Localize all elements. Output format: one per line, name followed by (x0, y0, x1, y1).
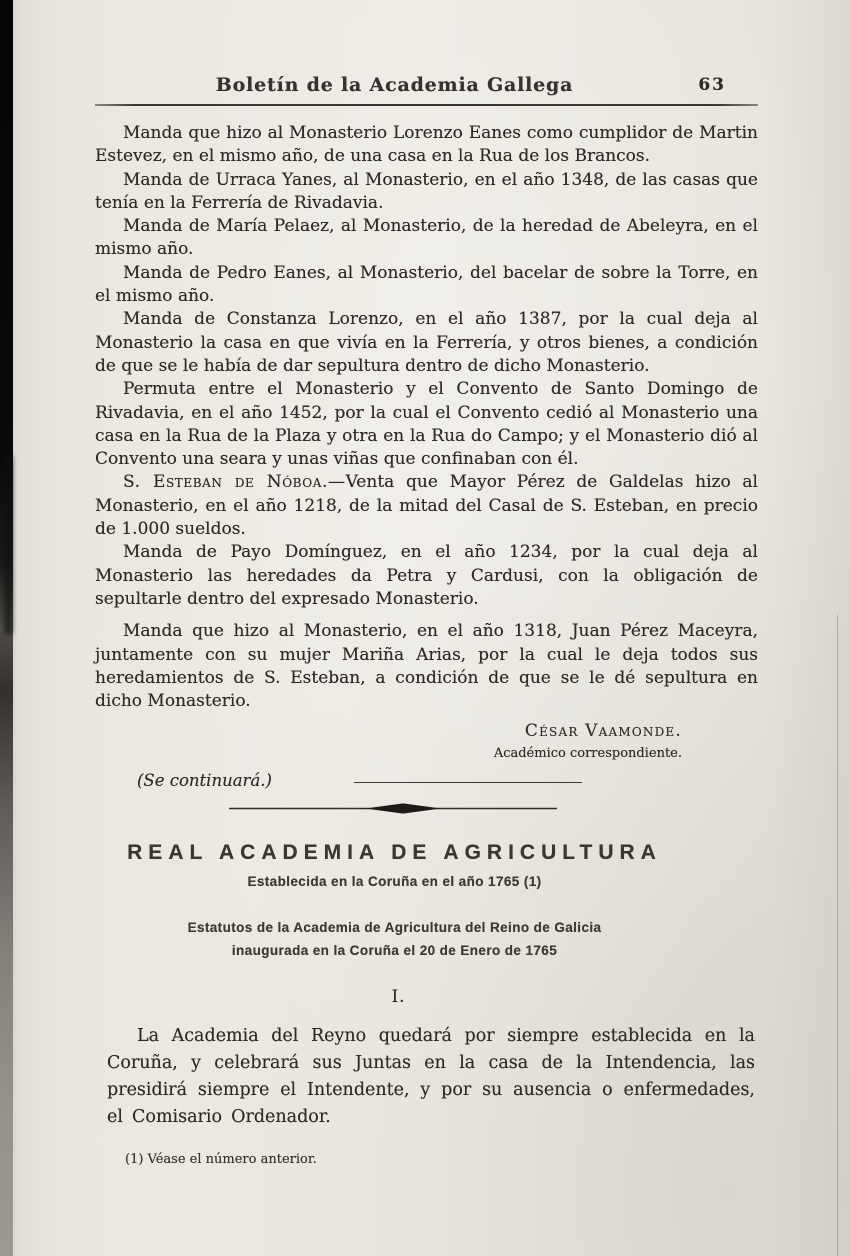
signature-name: César Vaamonde. (524, 721, 682, 742)
journal-title: Boletín de la Academia Gallega (215, 74, 574, 96)
page-number: 63 (698, 75, 726, 95)
paragraph: Manda de María Pelaez, al Monasterio, de la heredad de Abeleyra, en el mismo año. (95, 216, 758, 260)
paragraph: Manda de Constanza Lorenzo, en el año 1387, por la cual deja al Monasterio la casa en que vivía en la Ferrería, y otros bienes, a condición de que se le había de dar sepultura dentro de dicho Monasterio. (95, 309, 758, 376)
paragraph: Manda de Pedro Eanes, al Monasterio, del bacelar de sobre la Torre, en el mismo año. (95, 262, 758, 307)
article-monasterio (95, 122, 758, 813)
signature-role: Académico correspondiente. (493, 745, 682, 761)
section-number: I. (391, 986, 406, 1006)
statutes-heading (63, 916, 726, 962)
header-rule (95, 104, 758, 106)
page-content (95, 0, 758, 1167)
paragraph: Manda que hizo al Monasterio, en el año 1318, Juan Pérez Maceyra, juntamente con su mujer Mariña Arias, por la cual le deja todos sus heredamientos de S. Esteban, a condición de que se le dé sepultura en dicho Monasterio. (95, 621, 758, 712)
divider-ornament (61, 799, 724, 813)
continuation-note: (Se continuará.) (137, 770, 272, 790)
signature-block (95, 720, 758, 760)
paragraph: Manda de Payo Domínguez, en el año 1234, por la cual deja al Monasterio las heredades da Petra y Cardusi, con la obligación de sepultarle dentro del expresado Monasterio. (95, 542, 758, 609)
statute-paragraph: La Academia del Reyno quedará por siempre establecida en la Coruña, y celebrará sus Juntas en la casa de la Intendencia, las presidirá siempre el Intendente, y por su ausencia o enfermedades, el Comisario Ordenador. (107, 1025, 755, 1127)
article-title: REAL ACADEMIA DE AGRICULTURA (127, 840, 662, 864)
statutes-line-2: inaugurada en la Coruña el 20 de Enero de 1765 (231, 942, 558, 958)
paragraph: Permuta entre el Monasterio y el Convento de Santo Domingo de Rivadavia, en el año 1452, por la cual el Convento cedió al Monasterio una casa en la Rua de la Plaza y otra en la Rua do Campo; y el Monasterio dió al Convento una seara y unas viñas que confinaban con él. (95, 379, 758, 470)
paragraph: Manda de Urraca Yanes, al Monasterio, en el año 1348, de las casas que tenía en la Ferrería de Rivadavia. (95, 169, 758, 213)
page-edge-line (837, 615, 838, 1256)
short-rule (354, 782, 582, 783)
article-subtitle: Establecida en la Coruña en el año 1765 (1) (247, 873, 542, 889)
section-lead: S. Esteban de Nóboa.— (123, 472, 346, 493)
footnote: (1) Véase el número anterior. (125, 1151, 317, 1167)
continuation-row (95, 769, 758, 791)
paragraph: Manda que hizo al Monasterio Lorenzo Eanes como cumplidor de Martin Estevez, en el mismo año, de una casa en la Rua de los Brancos. (95, 123, 758, 167)
page-header (95, 74, 758, 98)
paragraph-text: Venta que Mayor Pérez de Galdelas hizo al Monasterio, en el año 1218, de la mitad del Casal de S. Esteban, en precio de 1.000 sueldos. (95, 472, 758, 540)
scan-smudge (4, 455, 13, 635)
paragraph-s-esteban (95, 471, 758, 541)
article-academia-agricultura (95, 841, 758, 1167)
statutes-line-1: Estatutos de la Academia de Agricultura del Reino de Galicia (187, 919, 602, 935)
